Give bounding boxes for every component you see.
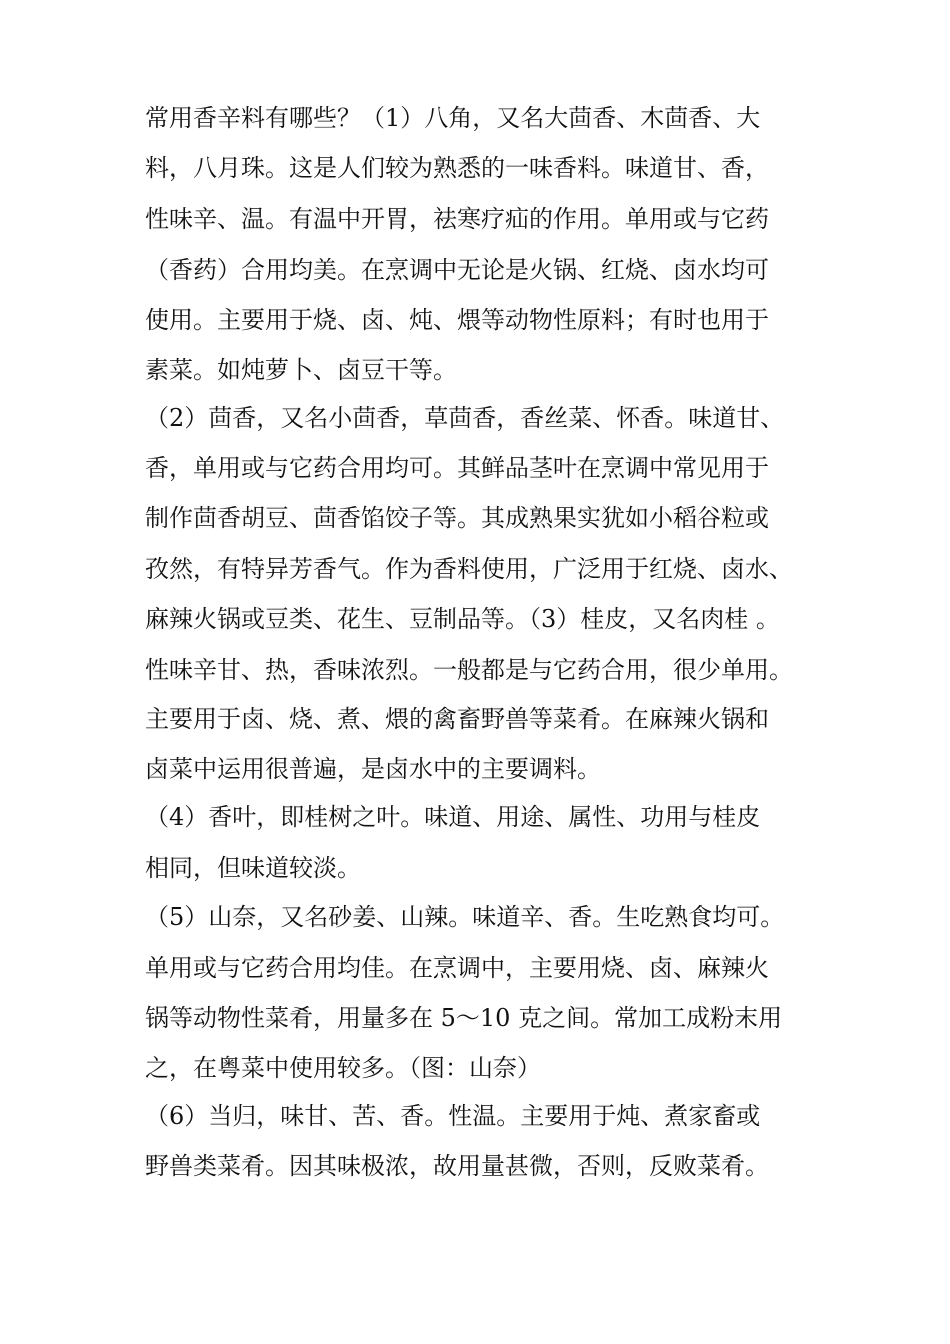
text-line: 之，在粤菜中使用较多。（图：山奈） bbox=[145, 1054, 541, 1082]
text-line: 孜然，有特异芳香气。作为香料使用，广泛用于红烧、卤水、 bbox=[145, 555, 793, 583]
text-line: 料，八月珠。这是人们较为熟悉的一味香料。味道甘、香， bbox=[145, 154, 769, 182]
text-line: 香，单用或与它药合用均可。其鲜品茎叶在烹调中常见用于 bbox=[145, 454, 769, 482]
text-line: 卤菜中运用很普遍，是卤水中的主要调料。 bbox=[145, 755, 601, 783]
text-line: 性味辛、温。有温中开胃，祛寒疗疝的作用。单用或与它药 bbox=[145, 205, 769, 233]
text-line: 单用或与它药合用均佳。在烹调中，主要用烧、卤、麻辣火 bbox=[145, 954, 769, 982]
text-line: 常用香辛料有哪些？（1）八角，又名大茴香、木茴香、大 bbox=[145, 104, 761, 132]
text-line: 使用。主要用于烧、卤、炖、煨等动物性原料；有时也用于 bbox=[145, 306, 769, 334]
text-line: 野兽类菜肴。因其味极浓，故用量甚微，否则，反败菜肴。 bbox=[145, 1152, 769, 1180]
text-line: 性味辛甘、热，香味浓烈。一般都是与它药合用，很少单用。 bbox=[145, 656, 793, 684]
text-line: （2）茴香，又名小茴香，草茴香，香丝菜、怀香。味道甘、 bbox=[145, 404, 785, 432]
text-line: （4）香叶，即桂树之叶。味道、用途、属性、功用与桂皮 bbox=[145, 803, 761, 831]
text-line: 制作茴香胡豆、茴香馅饺子等。其成熟果实犹如小稻谷粒或 bbox=[145, 504, 769, 532]
text-line: 锅等动物性菜肴，用量多在 5～10 克之间。常加工成粉末用 bbox=[145, 1004, 783, 1032]
text-line: 麻辣火锅或豆类、花生、豆制品等。（3）桂皮，又名肉桂 。 bbox=[145, 605, 780, 633]
text-line: （6）当归，味甘、苦、香。性温。主要用于炖、煮家畜或 bbox=[145, 1102, 761, 1130]
text-line: 主要用于卤、烧、煮、煨的禽畜野兽等菜肴。在麻辣火锅和 bbox=[145, 705, 769, 733]
text-line: （5）山奈，又名砂姜、山辣。味道辛、香。生吃熟食均可。 bbox=[145, 903, 785, 931]
text-line: 相同，但味道较淡。 bbox=[145, 854, 361, 882]
text-line: 素菜。如炖萝卜、卤豆干等。 bbox=[145, 356, 457, 384]
text-line: （香药）合用均美。在烹调中无论是火锅、红烧、卤水均可 bbox=[145, 256, 769, 284]
